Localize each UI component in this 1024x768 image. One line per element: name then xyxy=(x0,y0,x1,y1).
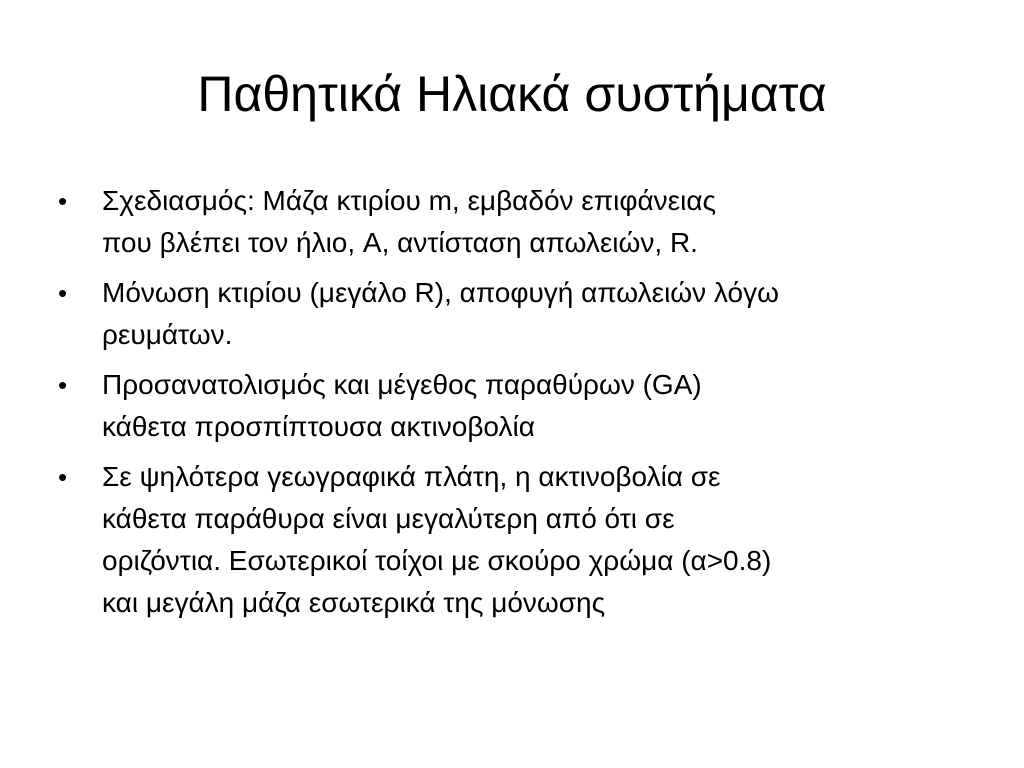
bullet-list xyxy=(58,180,978,632)
bullet-line: Μόνωση κτιρίου (μεγάλο R), αποφυγή απωλειών λόγω xyxy=(102,277,779,308)
bullet-text xyxy=(102,364,978,448)
bullet-text xyxy=(102,272,978,356)
bullet-line: Σε ψηλότερα γεωγραφικά πλάτη, η ακτινοβολία σε xyxy=(102,461,721,492)
bullet-line: κάθετα παράθυρα είναι μεγαλύτερη από ότι σε xyxy=(102,503,675,534)
bullet-line: Σχεδιασμός: Μάζα κτιρίου m, εμβαδόν επιφάνειας xyxy=(102,185,717,216)
bullet-marker: • xyxy=(58,278,68,308)
bullet-item xyxy=(58,456,978,624)
bullet-marker: • xyxy=(58,462,68,492)
bullet-line: οριζόντια. Εσωτερικοί τοίχοι με σκούρο χρώμα (α>0.8) xyxy=(102,545,772,576)
slide-title: Παθητικά Ηλιακά συστήματα xyxy=(197,66,827,122)
bullet-line: κάθετα προσπίπτουσα ακτινοβολία xyxy=(102,411,535,442)
bullet-line: ρευμάτων. xyxy=(102,319,233,350)
bullet-line: που βλέπει τον ήλιο, A, αντίσταση απωλειών, R. xyxy=(102,227,698,258)
bullet-line: Προσανατολισμός και μέγεθος παραθύρων (GA) xyxy=(102,369,702,400)
bullet-marker: • xyxy=(58,186,68,216)
bullet-line: και μεγάλη μάζα εσωτερικά της μόνωσης xyxy=(102,587,606,618)
bullet-text xyxy=(102,456,978,624)
bullet-marker: • xyxy=(58,370,68,400)
bullet-item xyxy=(58,180,978,264)
bullet-item xyxy=(58,364,978,448)
bullet-text xyxy=(102,180,978,264)
bullet-item xyxy=(58,272,978,356)
